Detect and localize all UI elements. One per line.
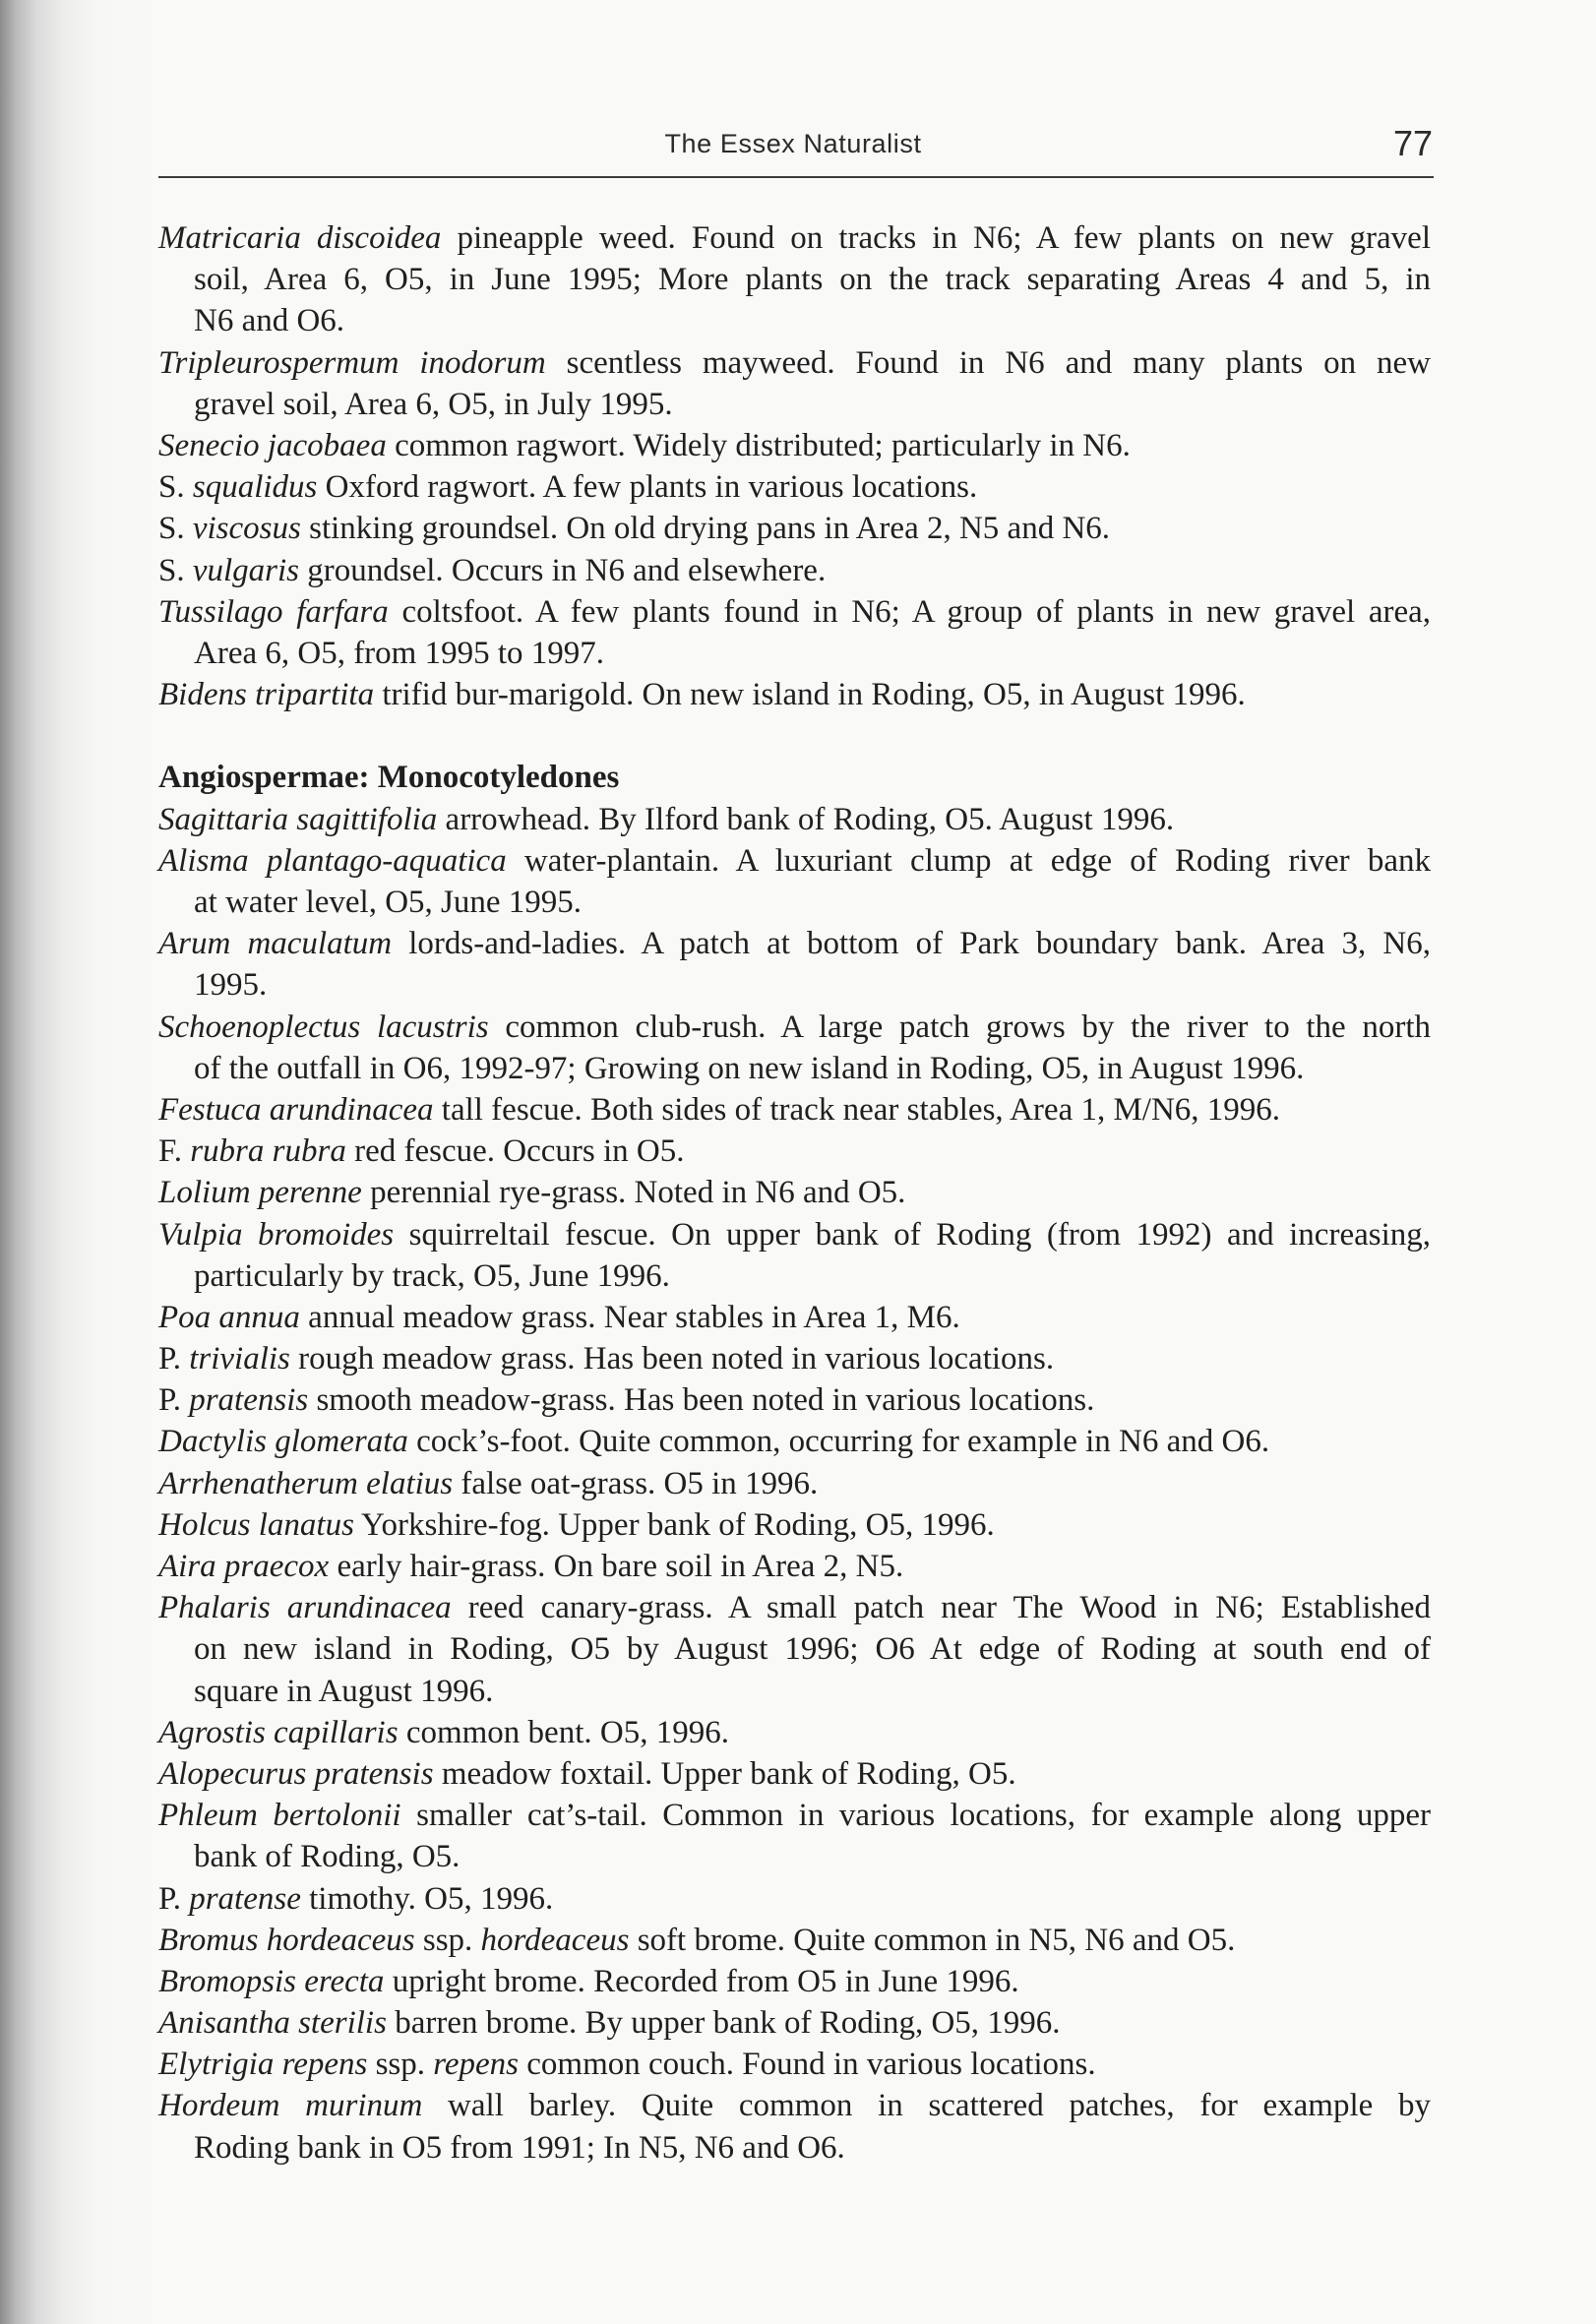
entry-line	[158, 466, 1431, 508]
entry-text: timothy. O5, 1996.	[309, 1880, 554, 1917]
entry-line	[158, 300, 1431, 341]
species-name: Vulpia bromoides	[158, 1216, 395, 1253]
entry-text: scentless mayweed. Found in N6 and many plants on new	[566, 344, 1431, 381]
species-entry	[158, 2085, 1431, 2168]
entry-text: reed canary-grass. A small patch near The Wood in N6; Established	[467, 1590, 1432, 1626]
species-name: Phalaris arundinacea	[158, 1590, 452, 1626]
entry-text: square in August 1996.	[194, 1673, 494, 1709]
entry-text: smooth meadow-grass. Has been noted in various locations.	[316, 1382, 1095, 1419]
entry-line	[158, 2127, 1431, 2169]
entry-line	[158, 1297, 1431, 1338]
entry-line	[158, 1338, 1431, 1379]
entry-line	[158, 1504, 1431, 1546]
species-name: Schoenoplectus lacustris	[158, 1009, 489, 1045]
entry-line	[158, 1131, 1431, 1172]
genus-abbreviation: S.	[158, 552, 185, 588]
species-entry	[158, 1379, 1431, 1421]
entry-text: pineapple weed. Found on tracks in N6; A few plants on new gravel	[457, 220, 1431, 256]
species-entry	[158, 1007, 1431, 1089]
entry-line	[158, 259, 1431, 300]
running-title: The Essex Naturalist	[664, 129, 922, 158]
entry-text: at water level, O5, June 1995.	[194, 885, 583, 920]
species-name: Tripleurospermum inodorum	[158, 344, 546, 381]
entry-line	[158, 425, 1431, 466]
species-name: Lolium perenne	[158, 1175, 362, 1211]
species-name: Alisma plantago-aquatica	[158, 842, 507, 879]
species-entry	[158, 1961, 1431, 2002]
entry-text: bank of Roding, O5.	[194, 1839, 460, 1875]
entry-line	[158, 1836, 1431, 1877]
entry-line	[158, 2085, 1431, 2126]
entry-line	[158, 1546, 1431, 1587]
entry-text: gravel soil, Area 6, O5, in July 1995.	[194, 386, 673, 422]
species-entry	[158, 342, 1431, 425]
entry-line	[158, 882, 1431, 923]
entry-line	[158, 633, 1431, 674]
species-entry	[158, 591, 1431, 674]
species-name: squalidus	[192, 469, 318, 506]
species-entry	[158, 550, 1431, 591]
subspecies-label: ssp.	[422, 1922, 473, 1958]
genus-abbreviation: P.	[158, 1880, 181, 1917]
entry-text: stinking groundsel. On old drying pans in Area 2, N5 and N6.	[309, 511, 1111, 547]
entry-line	[158, 508, 1431, 549]
entry-text: Oxford ragwort. A few plants in various locations.	[325, 469, 978, 506]
species-name: Dactylis glomerata	[158, 1424, 408, 1460]
entry-text: particularly by track, O5, June 1996.	[194, 1257, 670, 1294]
entry-line	[158, 840, 1431, 882]
page-number: 77	[1392, 123, 1433, 163]
entry-line	[158, 1255, 1431, 1297]
genus-abbreviation: S.	[158, 511, 185, 547]
species-name: Poa annua	[158, 1299, 300, 1335]
species-name: pratense	[189, 1880, 301, 1917]
entry-text: red fescue. Occurs in O5.	[354, 1133, 685, 1170]
entry-text: common bent. O5, 1996.	[405, 1714, 729, 1750]
species-entry	[158, 1172, 1431, 1213]
entry-line	[158, 1878, 1431, 1920]
entry-line	[158, 1421, 1431, 1462]
species-entry	[158, 1795, 1431, 1877]
entry-text: Roding bank in O5 from 1991; In N5, N6 and O6.	[194, 2129, 845, 2166]
entry-text: upright brome. Recorded from O5 in June 1996.	[392, 1963, 1019, 1999]
species-name: Senecio jacobaea	[158, 427, 387, 463]
genus-abbreviation: P.	[158, 1382, 181, 1419]
species-name: Hordeum murinum	[158, 2088, 423, 2124]
species-name: Anisantha sterilis	[158, 2005, 387, 2042]
species-name: Elytrigia repens	[158, 2047, 368, 2083]
entry-text: soft brome. Quite common in N5, N6 and O5.	[637, 1922, 1236, 1958]
species-entry	[158, 2044, 1431, 2085]
entry-text: arrowhead. By Ilford bank of Roding, O5. August 1996.	[445, 801, 1175, 837]
species-entry	[158, 799, 1431, 840]
entry-line	[158, 1587, 1431, 1628]
species-entry	[158, 674, 1431, 715]
species-entry	[158, 1214, 1431, 1297]
entry-line	[158, 1920, 1431, 1961]
monocotyledon-species-list	[158, 799, 1431, 2169]
species-name: viscosus	[192, 511, 301, 547]
species-name: Bidens tripartita	[158, 677, 375, 713]
species-entry	[158, 466, 1431, 508]
entry-line	[158, 591, 1431, 633]
species-entry	[158, 1587, 1431, 1712]
species-entry	[158, 1338, 1431, 1379]
species-entry	[158, 1463, 1431, 1504]
species-entry	[158, 217, 1431, 342]
species-entry	[158, 1089, 1431, 1131]
entry-text: trifid bur-marigold. On new island in Roding, O5, in August 1996.	[382, 677, 1246, 713]
entry-text: common ragwort. Widely distributed; particularly in N6.	[395, 427, 1131, 463]
entry-text: annual meadow grass. Near stables in Area 1, M6.	[308, 1299, 960, 1335]
entry-text: perennial rye-grass. Noted in N6 and O5.	[370, 1175, 906, 1211]
entry-line	[158, 2044, 1431, 2085]
entry-text: rough meadow grass. Has been noted in various locations.	[298, 1341, 1055, 1377]
species-entry	[158, 1920, 1431, 1961]
entry-text: cock’s-foot. Quite common, occurring for example in N6 and O6.	[416, 1424, 1270, 1460]
entry-line	[158, 217, 1431, 259]
species-name: Aira praecox	[158, 1549, 330, 1584]
species-entry	[158, 1297, 1431, 1338]
genus-abbreviation: P.	[158, 1341, 181, 1377]
subspecies-name: repens	[433, 2047, 520, 2083]
species-entry	[158, 1878, 1431, 1920]
species-list-continued	[158, 217, 1431, 715]
entry-line	[158, 674, 1431, 715]
entry-line	[158, 384, 1431, 425]
entry-line	[158, 964, 1431, 1006]
entry-line	[158, 1671, 1431, 1712]
entry-line	[158, 1089, 1431, 1131]
entry-text: lords-and-ladies. A patch at bottom of Park boundary bank. Area 3, N6,	[408, 926, 1432, 962]
species-entry	[158, 1546, 1431, 1587]
subspecies-label: ssp.	[375, 2047, 426, 2083]
entry-line	[158, 1214, 1431, 1255]
entry-line	[158, 2002, 1431, 2044]
entry-line	[158, 1172, 1431, 1213]
entry-text: common club-rush. A large patch grows by the river to the north	[505, 1009, 1432, 1045]
species-name: Sagittaria sagittifolia	[158, 801, 438, 837]
entry-line	[158, 1463, 1431, 1504]
species-name: Tussilago farfara	[158, 593, 389, 630]
species-name: Agrostis capillaris	[158, 1714, 399, 1750]
species-name: Matricaria discoidea	[158, 220, 442, 256]
entry-line	[158, 1007, 1431, 1048]
entry-line	[158, 1961, 1431, 2002]
species-name: pratensis	[189, 1382, 309, 1419]
entry-text: tall fescue. Both sides of track near stables, Area 1, M/N6, 1996.	[441, 1091, 1281, 1128]
species-entry	[158, 2002, 1431, 2044]
species-name: Holcus lanatus	[158, 1506, 354, 1543]
species-text-block	[158, 217, 1431, 2169]
species-entry	[158, 1504, 1431, 1546]
species-name: rubra rubra	[190, 1133, 346, 1170]
species-name: Arum maculatum	[158, 926, 393, 962]
entry-text: meadow foxtail. Upper bank of Roding, O5.	[441, 1755, 1016, 1792]
entry-line	[158, 923, 1431, 964]
entry-text: wall barley. Quite common in scattered patches, for example by	[448, 2088, 1432, 2124]
entry-line	[158, 1048, 1431, 1089]
entry-line	[158, 1379, 1431, 1421]
entry-text: soil, Area 6, O5, in June 1995; More plants on the track separating Areas 4 and 5, in	[194, 262, 1431, 298]
subspecies-name: hordeaceus	[480, 1922, 630, 1958]
entry-text: early hair-grass. On bare soil in Area 2, N5.	[337, 1549, 904, 1584]
entry-line	[158, 1753, 1431, 1795]
species-entry	[158, 1131, 1431, 1172]
species-name: Festuca arundinacea	[158, 1091, 434, 1128]
species-name: vulgaris	[192, 552, 300, 588]
header-rule	[158, 176, 1434, 178]
entry-text: water-plantain. A luxuriant clump at edge of Roding river bank	[523, 842, 1432, 879]
entry-text: smaller cat’s-tail. Common in various locations, for example along upper	[416, 1798, 1432, 1834]
species-entry	[158, 1712, 1431, 1753]
entry-text: Yorkshire-fog. Upper bank of Roding, O5, 1996.	[360, 1506, 995, 1543]
species-name: Alopecurus pratensis	[158, 1755, 434, 1792]
entry-line	[158, 1628, 1431, 1670]
entry-line	[158, 1795, 1431, 1836]
species-entry	[158, 1421, 1431, 1462]
entry-line	[158, 550, 1431, 591]
genus-abbreviation: F.	[158, 1133, 182, 1170]
species-entry	[158, 840, 1431, 923]
species-name: Arrhenatherum elatius	[158, 1465, 454, 1501]
entry-text: common couch. Found in various locations.	[526, 2047, 1096, 2083]
entry-text: of the outfall in O6, 1992-97; Growing on new island in Roding, O5, in August 1996.	[194, 1050, 1305, 1086]
entry-text: barren brome. By upper bank of Roding, O5, 1996.	[395, 2005, 1061, 2042]
species-entry	[158, 923, 1431, 1006]
entry-text: coltsfoot. A few plants found in N6; A group of plants in new gravel area,	[401, 593, 1432, 630]
species-name: trivialis	[189, 1341, 290, 1377]
species-entry	[158, 425, 1431, 466]
genus-abbreviation: S.	[158, 469, 185, 506]
entry-text: false oat-grass. O5 in 1996.	[460, 1465, 819, 1501]
entry-line	[158, 799, 1431, 840]
species-entry	[158, 508, 1431, 549]
entry-text: N6 and O6.	[194, 303, 345, 339]
species-entry	[158, 1753, 1431, 1795]
species-name: Bromus hordeaceus	[158, 1922, 415, 1958]
section-heading: Angiospermae: Monocotyledones	[158, 760, 620, 796]
entry-text: on new island in Roding, O5 by August 1996; O6 At edge of Roding at south end of	[194, 1631, 1431, 1668]
entry-line	[158, 342, 1431, 384]
entry-text: Area 6, O5, from 1995 to 1997.	[194, 635, 605, 671]
species-name: Phleum bertolonii	[158, 1798, 401, 1834]
species-name: Bromopsis erecta	[158, 1963, 385, 1999]
entry-line	[158, 1712, 1431, 1753]
entry-text: 1995.	[194, 967, 268, 1004]
entry-text: squirreltail fescue. On upper bank of Roding (from 1992) and increasing,	[408, 1216, 1431, 1253]
entry-text: groundsel. Occurs in N6 and elsewhere.	[307, 552, 827, 588]
